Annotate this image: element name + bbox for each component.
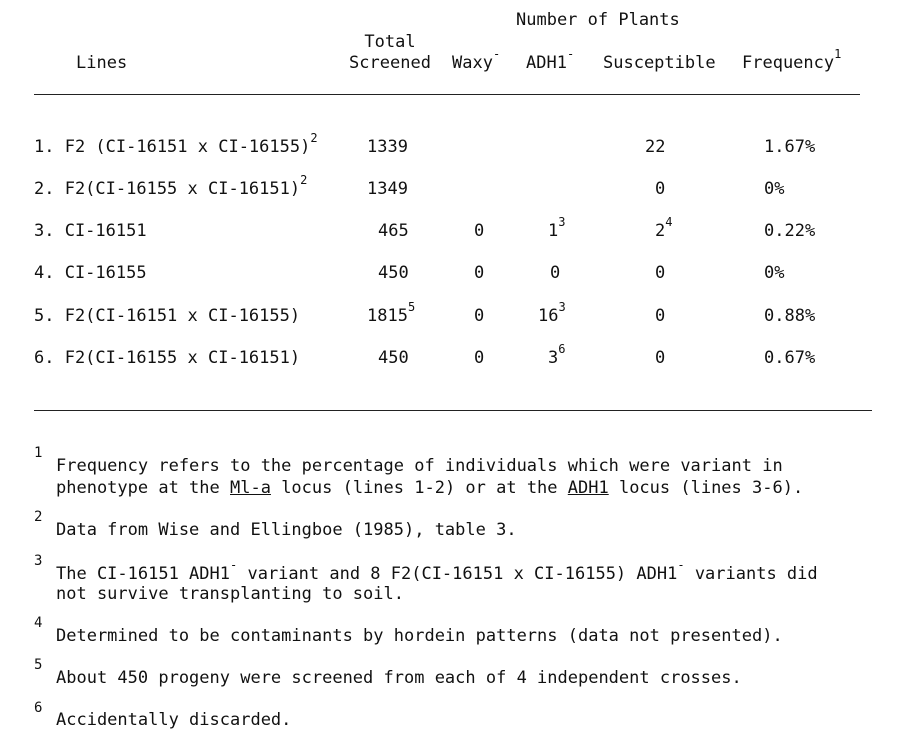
footnote-number: 3 [34, 553, 43, 569]
row-frequency: 0% [764, 263, 785, 283]
row-susceptible: 22 [645, 137, 666, 157]
row-waxy: 0 [474, 306, 485, 326]
row-total: 450 [378, 348, 409, 368]
footnote-number: 6 [34, 700, 43, 716]
row-waxy: 0 [474, 221, 485, 241]
row-adh1: 0 [550, 263, 561, 283]
row-frequency: 0% [764, 179, 785, 199]
footnote-4-text: Determined to be contaminants by hordein patterns (data not presented). [56, 626, 783, 646]
footnote-6-text: Accidentally discarded. [56, 710, 292, 730]
column-header-adh1: ADH1- [526, 47, 575, 73]
row-frequency: 1.67% [764, 137, 816, 157]
row-line-label: 1. F2 (CI-16151 x CI-16155)$^2$ [34, 131, 318, 157]
table-bottom-rule [34, 410, 872, 411]
column-header-lines: Lines [76, 53, 128, 73]
row-susceptible: 0 [655, 179, 666, 199]
row-adh1: $3^6$ [548, 342, 566, 368]
row-susceptible: 0 [655, 306, 666, 326]
row-total: 450 [378, 263, 409, 283]
row-waxy: 0 [474, 263, 485, 283]
row-total: 1815$^5$ [367, 300, 416, 326]
footnote-1-line1: Frequency refers to the percentage of individuals which were variant in [56, 456, 783, 476]
column-header-frequency: Frequency$^1$ [742, 47, 842, 73]
row-susceptible: 0 [655, 263, 666, 283]
footnote-number: 1 [34, 445, 43, 461]
row-line-label: 3. CI-16151 [34, 221, 147, 241]
row-line-label: 6. F2(CI-16155 x CI-16151) [34, 348, 301, 368]
footnote-3-line2: not survive transplanting to soil. [56, 584, 404, 604]
group-header-number-of-plants: Number of Plants [516, 10, 680, 30]
row-line-label: 4. CI-16155 [34, 263, 147, 283]
row-waxy: 0 [474, 348, 485, 368]
footnote-3-line1: The CI-16151 ADH1- variant and 8 F2(CI-16151 x CI-16155) ADH1- variants did [56, 558, 818, 584]
row-frequency: 0.22% [764, 221, 816, 241]
column-header-susceptible: Susceptible [603, 53, 716, 73]
row-susceptible: 0 [655, 348, 666, 368]
row-susceptible: $2^4$ [655, 215, 673, 241]
footnote-number: 5 [34, 657, 43, 673]
footnote-number: 4 [34, 615, 43, 631]
footnote-1-line2: phenotype at the Ml-a locus (lines 1-2) or at the ADH1 locus (lines 3-6). [56, 478, 804, 498]
footnote-5-text: About 450 progeny were screened from each of 4 independent crosses. [56, 668, 742, 688]
row-total: 1349 [367, 179, 408, 199]
column-header-total-line2: Screened [349, 53, 431, 73]
row-adh1: $1^3$ [548, 215, 566, 241]
column-header-waxy: Waxy- [452, 47, 501, 73]
column-header-total-line1: Total [364, 32, 416, 52]
footnote-2-text: Data from Wise and Ellingboe (1985), table 3. [56, 520, 517, 540]
row-frequency: 0.67% [764, 348, 816, 368]
row-adh1: $16^3$ [538, 300, 566, 326]
row-total: 465 [378, 221, 409, 241]
row-total: 1339 [367, 137, 408, 157]
footnote-number: 2 [34, 509, 43, 525]
row-line-label: 2. F2(CI-16155 x CI-16151)$^2$ [34, 173, 308, 199]
header-rule [34, 94, 860, 95]
row-frequency: 0.88% [764, 306, 816, 326]
row-line-label: 5. F2(CI-16151 x CI-16155) [34, 306, 301, 326]
